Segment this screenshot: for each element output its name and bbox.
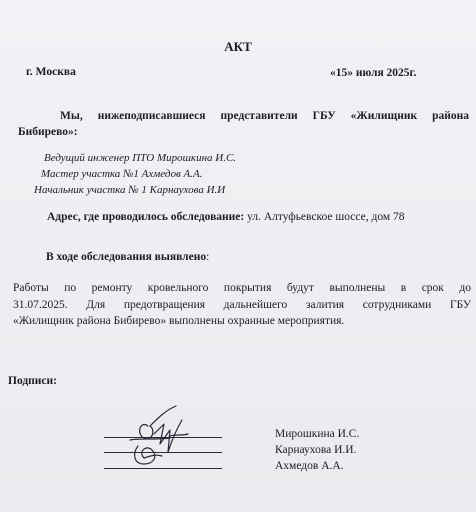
member-3: Начальник участка № 1 Карнаухова И.И <box>34 184 226 196</box>
findings-line-3: «Жилищник района Бибирево» выполнены охранные мероприятия. <box>13 315 345 327</box>
intro-line-2: Бибирево»: <box>18 126 78 138</box>
signatories-list <box>275 426 359 474</box>
handwritten-signature <box>110 400 200 480</box>
document-title: АКТ <box>224 39 252 54</box>
intro-paragraph <box>18 108 469 140</box>
address-value: ул. Алтуфьевское шоссе, дом 78 <box>244 211 405 223</box>
inspection-address <box>47 211 405 223</box>
commission-members <box>34 150 236 198</box>
city-label: г. Москва <box>26 66 76 78</box>
findings-colon: : <box>206 251 210 263</box>
findings-label: В ходе обследования выявлено <box>46 251 207 263</box>
signatures-label: Подписи: <box>8 375 57 387</box>
document-date: «15» июля 2025г. <box>330 67 417 79</box>
findings-line-2: 31.07.2025. Для предотвращения дальнейшего залития сотрудниками ГБУ <box>13 298 471 311</box>
signatory-1: Мирошкина И.С. <box>275 428 360 440</box>
findings-text <box>13 280 471 330</box>
signatory-3: Ахмедов А.А. <box>275 460 344 472</box>
intro-line-1: Мы, нижеподписавшиеся представители ГБУ «Жилищник района <box>60 110 469 122</box>
findings-heading <box>46 251 209 263</box>
signatory-2: Карнаухова И.И. <box>275 444 357 456</box>
address-label: Адрес, где проводилось обследование: <box>47 211 245 223</box>
member-1: Ведущий инженер ПТО Мирошкина И.С. <box>44 152 237 164</box>
findings-line-1: Работы по ремонту кровельного покрытия будут выполнены в срок до <box>13 282 471 294</box>
member-2: Мастер участка №1 Ахмедов А.А. <box>41 168 203 180</box>
